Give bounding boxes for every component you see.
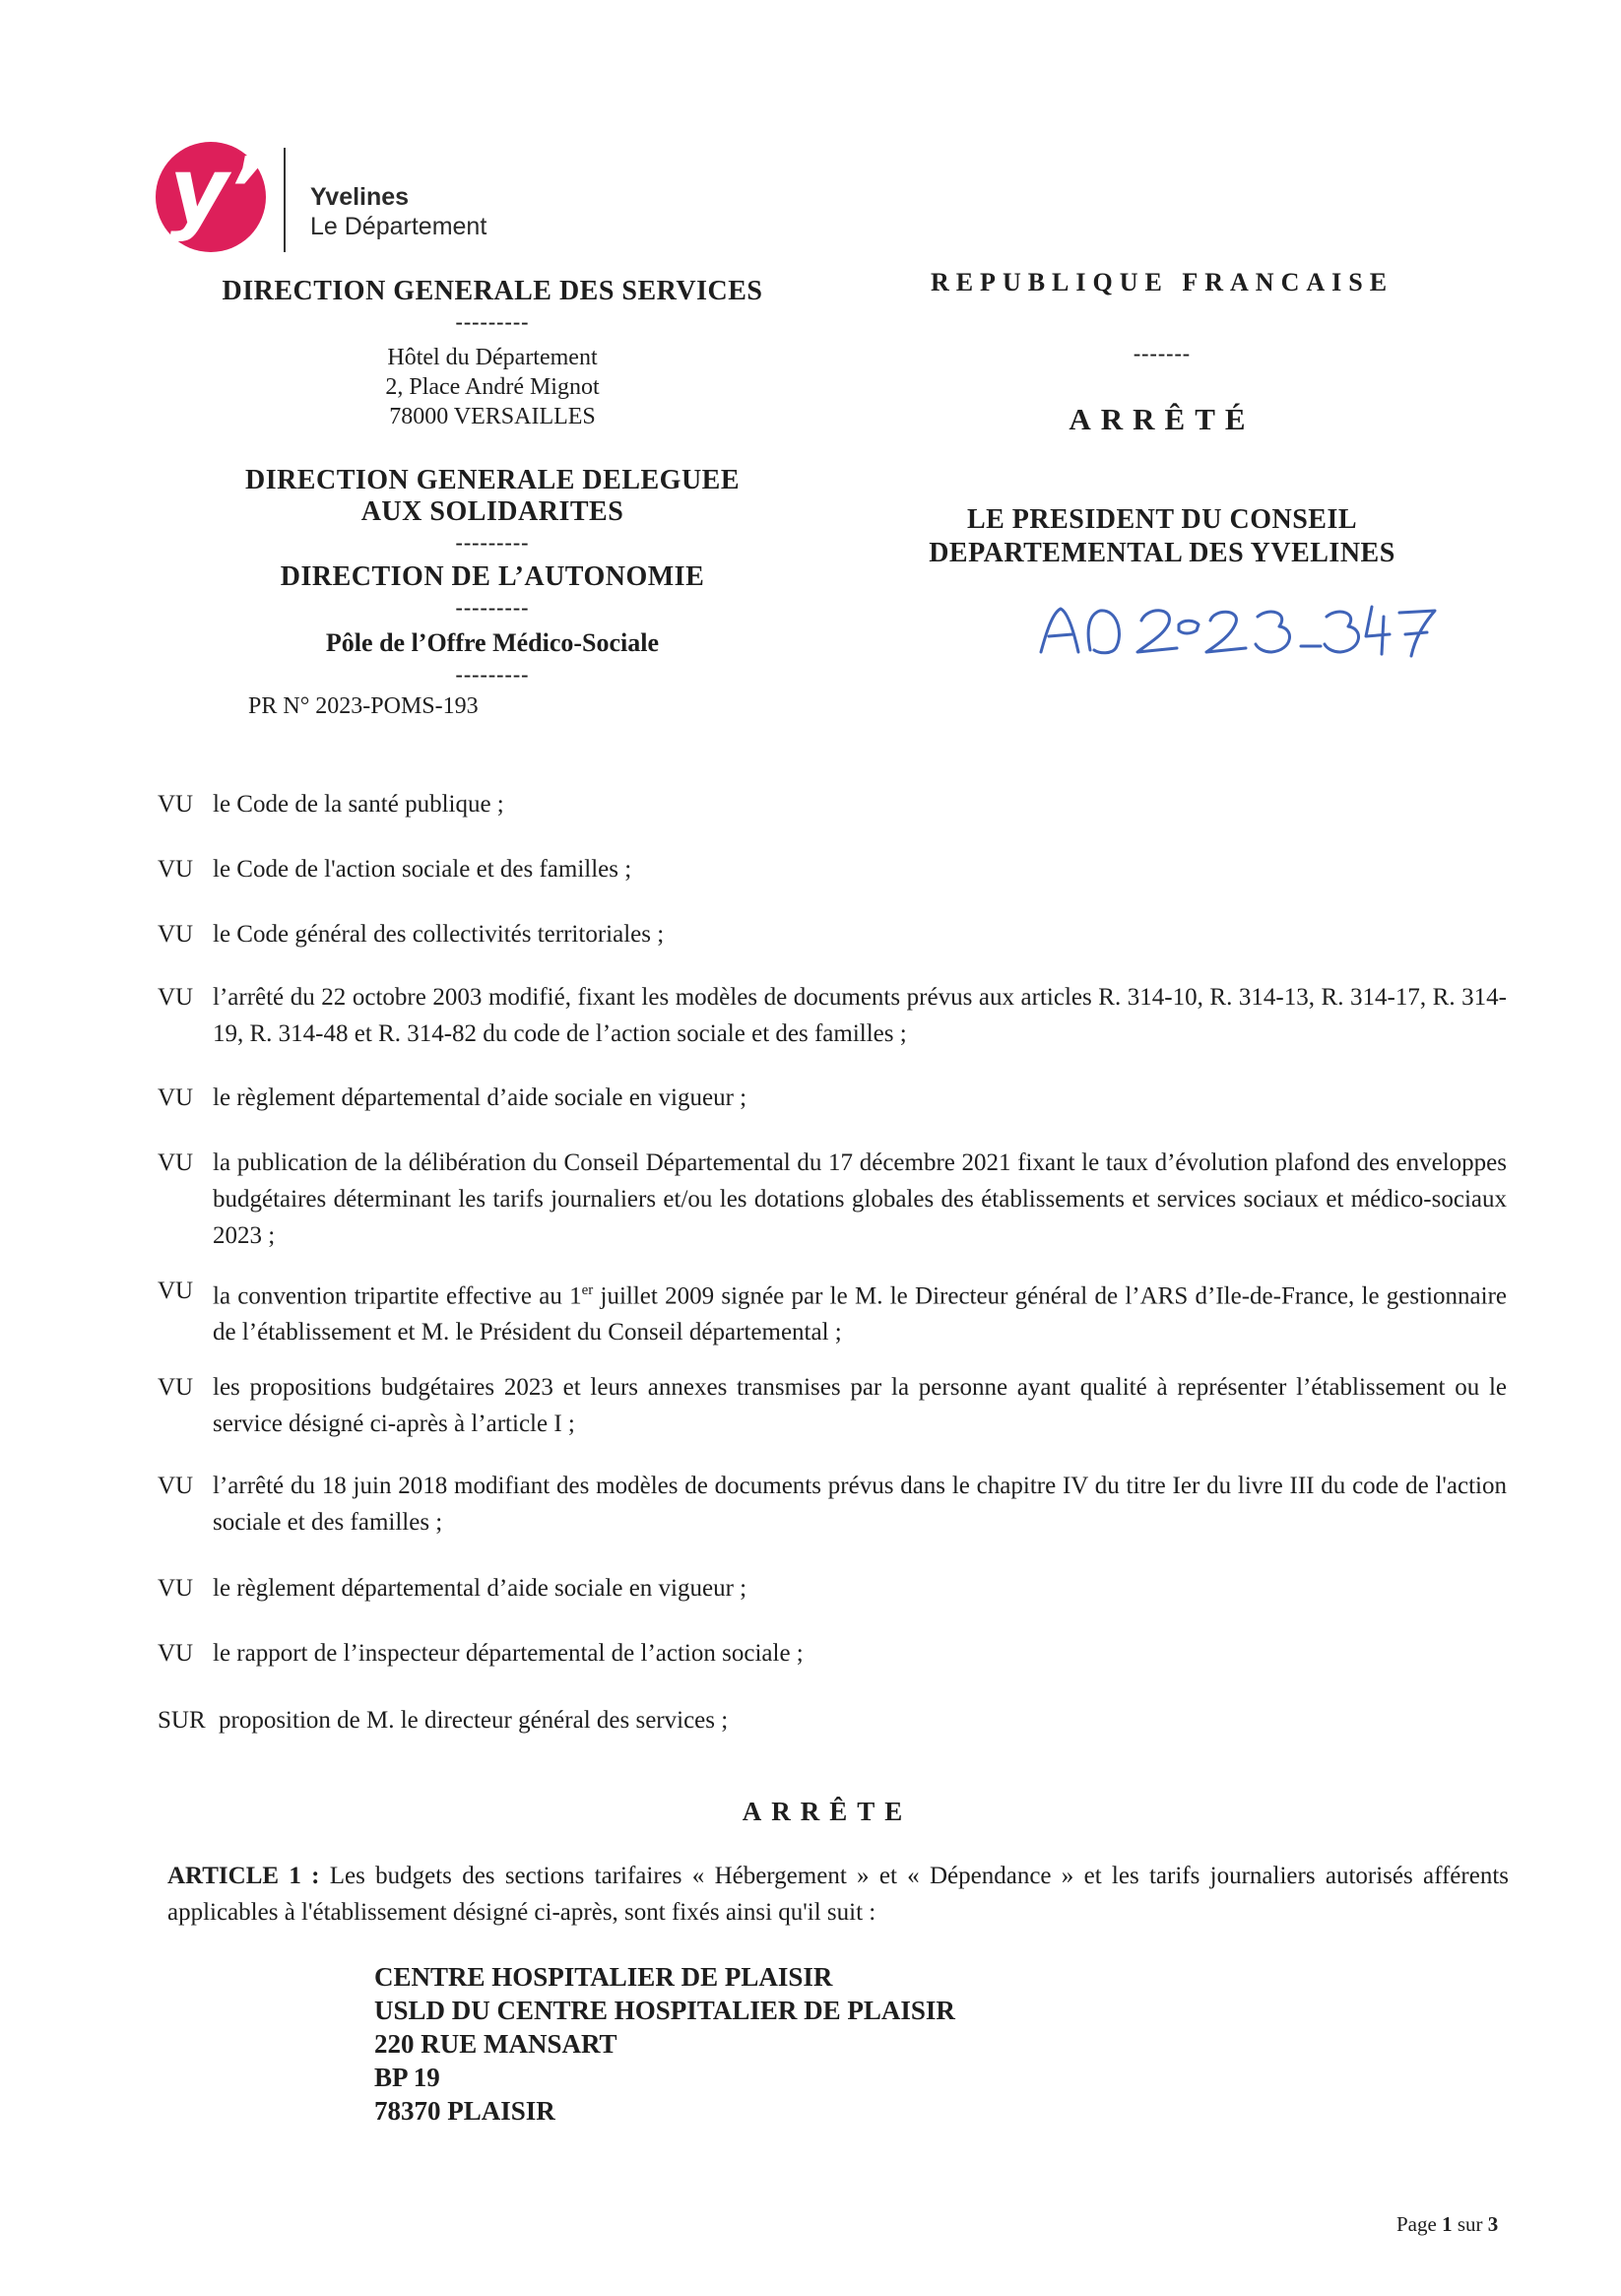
republique-francaise: REPUBLIQUE FRANCAISE	[930, 268, 1394, 296]
page-current: 1	[1442, 2212, 1453, 2236]
separator: ---------	[455, 595, 530, 620]
address-line: Hôtel du Département	[387, 345, 598, 370]
establishment-line: 220 RUE MANSART	[374, 2029, 617, 2059]
visa-text: le Code général des collectivités territoriales ;	[213, 921, 665, 948]
separator: ---------	[455, 662, 530, 687]
visa-row	[158, 851, 1507, 887]
article-text: Les budgets des sections tarifaires « Hébergement » et « Dépendance » et les tarifs journaliers autorisés afférents applicables à l'établissement désigné ci-après, sont fixés ainsi qu'il suit :	[167, 1863, 1509, 1926]
visa-text: l’arrêté du 22 octobre 2003 modifié, fixant les modèles de documents prévus aux articles R. 314-10, R. 314-13, R. 314-17, R. 314-19, R. 314-48 et R. 314-82 du code de l’action sociale et des familles ;	[213, 984, 1507, 1047]
establishment-line: CENTRE HOSPITALIER DE PLAISIR	[374, 1962, 833, 1992]
separator: -------	[1133, 341, 1192, 365]
pole-offre: Pôle de l’Offre Médico-Sociale	[325, 628, 660, 657]
visa-row	[158, 1145, 1507, 1254]
page-number	[1396, 2212, 1498, 2237]
visa-row	[158, 1635, 1507, 1672]
arrete-title: ARRÊTÉ	[1069, 402, 1256, 436]
visa-text-part: juillet 2009 signée par le M. le Directeur général de l’ARS d’Ile-de-France, le gestionnaire de l’établissement et M. le Président du Conseil départemental ;	[213, 1282, 1507, 1346]
visa-label: VU	[158, 1374, 194, 1401]
article-label: ARTICLE 1 :	[167, 1863, 320, 1889]
handwritten-reference	[1029, 591, 1443, 670]
page-mid: sur	[1457, 2212, 1483, 2236]
page-prefix: Page	[1396, 2212, 1437, 2236]
visa-label: VU	[158, 791, 194, 818]
address-block	[197, 343, 788, 431]
president-line1: LE PRESIDENT DU CONSEIL	[966, 504, 1358, 535]
visa-text-part: la convention tripartite effective au 1	[213, 1282, 582, 1310]
establishment-line: BP 19	[374, 2063, 440, 2092]
visa-row	[158, 1273, 1507, 1350]
visa-label: VU	[158, 856, 194, 883]
logo-subtitle: Le Département	[310, 213, 487, 240]
page-total: 3	[1487, 2212, 1499, 2236]
president-line2: DEPARTEMENTAL DES YVELINES	[929, 538, 1395, 568]
handwritten-reference-drawing	[1029, 591, 1443, 670]
article-1	[167, 1858, 1509, 1931]
visa-text: le règlement départemental d’aide sociale en vigueur ;	[213, 1084, 747, 1111]
logo-symbol: y’	[169, 138, 263, 243]
visa-text: le Code de la santé publique ;	[213, 791, 504, 818]
visa-text: le rapport de l’inspecteur départemental de l’action sociale ;	[213, 1640, 804, 1667]
visa-text: proposition de M. le directeur général des services ;	[219, 1707, 729, 1734]
visa-row	[158, 1080, 1507, 1116]
separator: ---------	[455, 530, 530, 555]
visa-row	[158, 1468, 1507, 1541]
logo-name: Yvelines	[310, 183, 410, 211]
visa-row	[158, 916, 1507, 952]
visa-text: l’arrêté du 18 juin 2018 modifiant des modèles de documents prévus dans le chapitre IV du titre Ier du livre III du code de l'action sociale et des familles ;	[213, 1473, 1507, 1536]
visa-row	[158, 1570, 1507, 1607]
visa-label: SUR	[158, 1707, 206, 1734]
establishment-block	[374, 1960, 955, 2128]
visa-label: VU	[158, 1084, 194, 1111]
dgd-line2: AUX SOLIDARITES	[360, 496, 624, 527]
visa-text: les propositions budgétaires 2023 et leurs annexes transmises par la personne ayant qualité à représenter l’établissement ou le service désigné ci-après à l’article I ;	[213, 1374, 1507, 1437]
visa-row	[158, 1702, 1507, 1738]
visa-label: VU	[158, 1473, 194, 1499]
direction-generale: DIRECTION GENERALE DES SERVICES	[222, 276, 763, 306]
visa-row	[158, 1369, 1507, 1442]
visa-label: VU	[158, 1575, 194, 1602]
visa-row	[158, 979, 1507, 1052]
visa-label: VU	[158, 921, 194, 948]
address-line: 2, Place André Mignot	[385, 374, 600, 400]
separator: ---------	[455, 309, 530, 334]
visa-label: VU	[158, 1149, 194, 1176]
address-line: 78000 VERSAILLES	[389, 404, 596, 429]
establishment-line: USLD DU CENTRE HOSPITALIER DE PLAISIR	[374, 1996, 955, 2025]
visa-text: le règlement départemental d’aide sociale en vigueur ;	[213, 1575, 747, 1602]
visa-row	[158, 786, 1507, 822]
logo-divider	[284, 148, 286, 252]
pr-number: PR N° 2023-POMS-193	[248, 693, 479, 719]
establishment-line: 78370 PLAISIR	[374, 2096, 555, 2126]
dgd-line1: DIRECTION GENERALE DELEGUEE	[244, 465, 741, 495]
visa-label: VU	[158, 1640, 194, 1667]
visa-label: VU	[158, 1278, 194, 1304]
visa-text	[213, 1273, 1507, 1350]
visa-text: la publication de la délibération du Conseil Départemental du 17 décembre 2021 fixant le taux d’évolution plafond des enveloppes budgétaires déterminant les tarifs journaliers et/ou les dotations globales des établissements et services sociaux et médico-sociaux 2023 ;	[213, 1149, 1507, 1249]
visa-label: VU	[158, 984, 194, 1011]
visa-text: le Code de l'action sociale et des familles ;	[213, 856, 632, 883]
arrete-heading: ARRÊTE	[742, 1797, 913, 1826]
visa-superscript: er	[581, 1282, 594, 1298]
direction-autonomie: DIRECTION DE L’AUTONOMIE	[280, 561, 705, 592]
